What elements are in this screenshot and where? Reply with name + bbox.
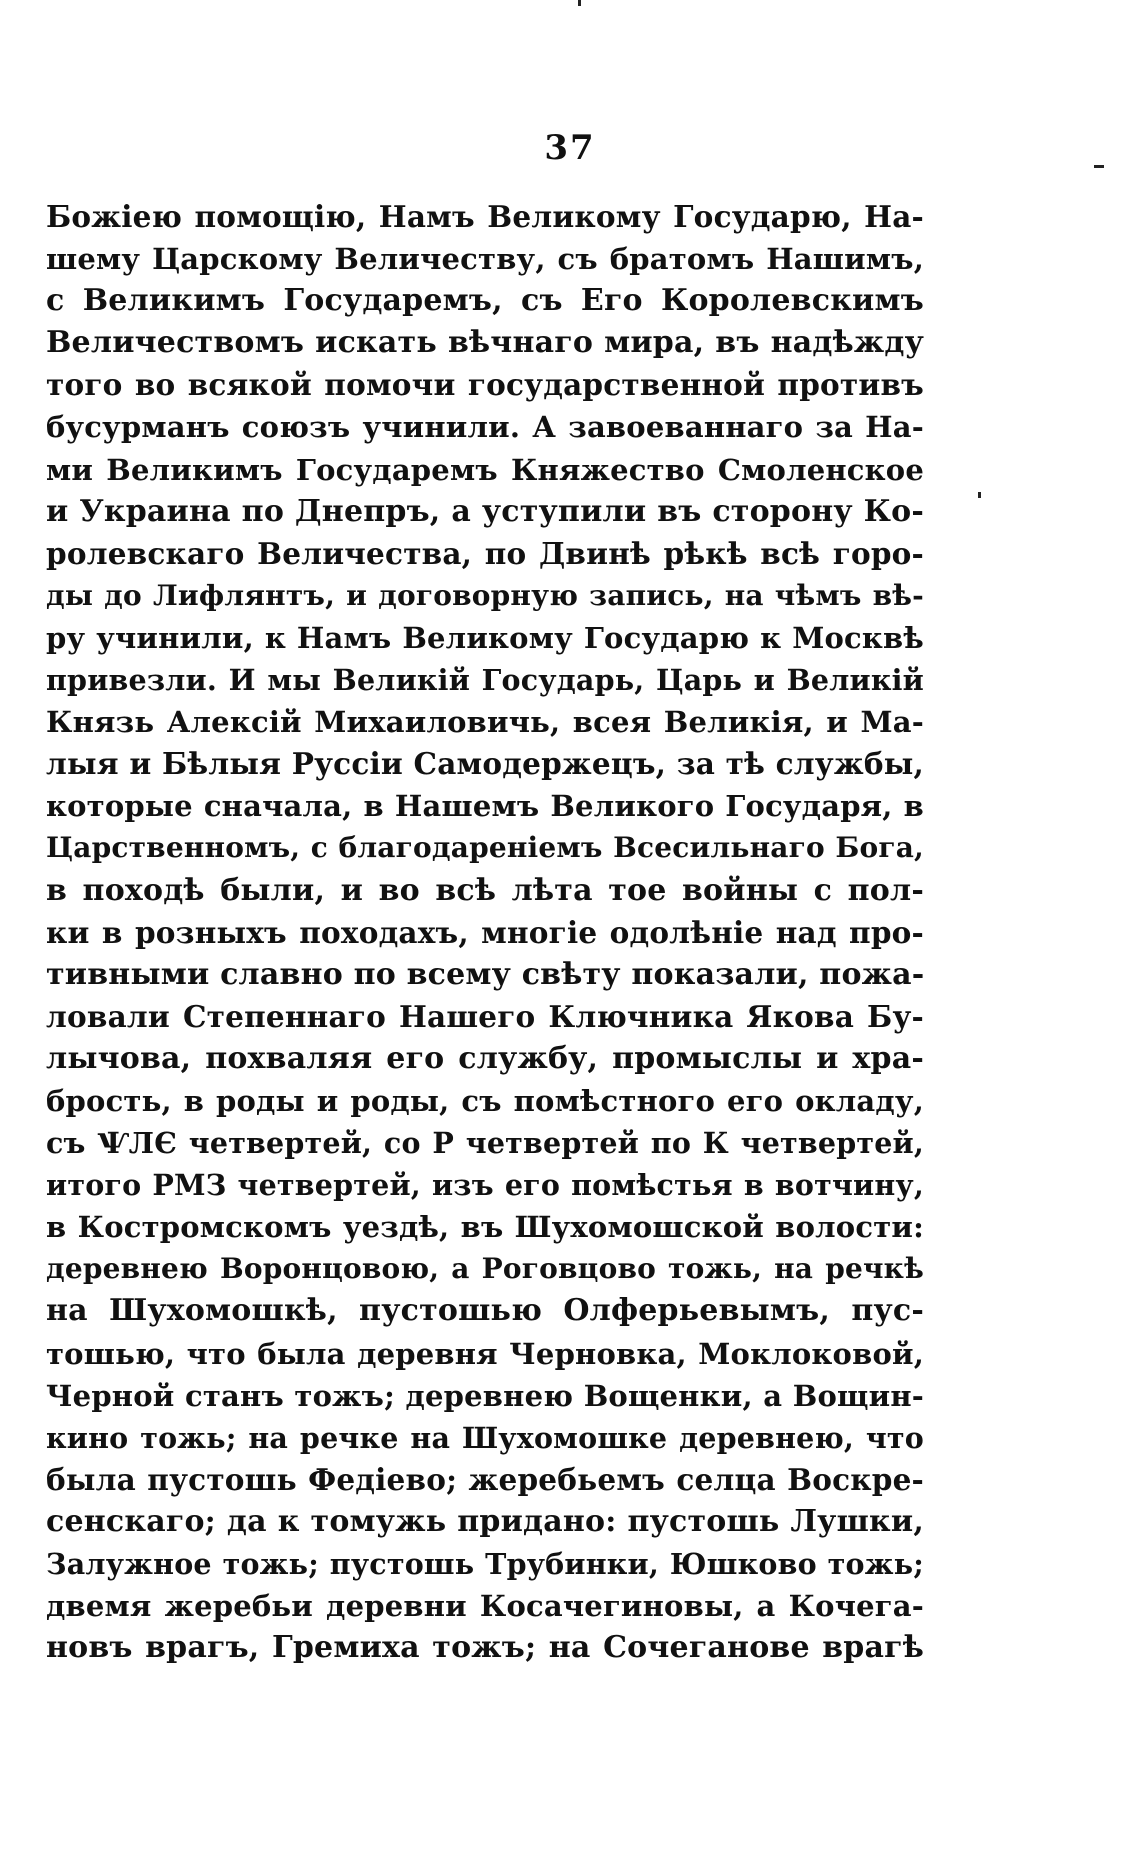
text-line: Залужное тожь; пустошь Трубинки, Юшково тожь;: [46, 1547, 924, 1581]
text-line: бусурманъ союзъ учинили. А завоеваннаго за На-: [46, 410, 924, 445]
text-line: ки в розныхъ походахъ, многіе одолѣніе над про-: [46, 914, 924, 950]
text-line: Царственномъ, с благодареніемъ Всесильнаго Бога,: [46, 831, 924, 865]
text-line: и Украина по Днепръ, а уступили въ сторону Ко-: [46, 493, 924, 529]
text-line: Божіею помощію, Намъ Великому Государю, На-: [46, 199, 924, 234]
text-line: шему Царскому Величеству, съ братомъ Нашимъ,: [46, 242, 924, 277]
text-line: лыя и Бѣлыя Руссіи Самодержецъ, за тѣ службы,: [46, 746, 924, 782]
text-line: двемя жеребьи деревни Косачегиновы, а Кочега-: [46, 1589, 924, 1624]
body-text: [46, 196, 924, 1669]
text-line: кино тожь; на речке на Шухомошке деревнею, что: [46, 1420, 924, 1455]
text-line: в Костромскомъ уездѣ, въ Шухомошской волости:: [46, 1210, 924, 1245]
text-line: тивными славно по всему свѣту показали, пожа-: [46, 956, 925, 992]
text-line: деревнею Воронцовою, а Роговцово тожь, на речкѣ: [46, 1252, 924, 1286]
text-line: привезли. И мы Великій Государь, Царь и Великій: [46, 663, 924, 698]
text-line: лычова, похваляя его службу, промыслы и хра-: [46, 1040, 924, 1076]
page-number: 37: [544, 128, 596, 168]
text-line: на Шухомошкѣ, пустошью Олферьевымъ, пус-: [46, 1293, 924, 1329]
text-line: сенскаго; да к томужь придано: пустошь Лушки,: [46, 1503, 924, 1539]
scan-speck: [578, 0, 581, 6]
text-line: съ ѰЛЄ четвертей, со Р четвертей по К четвертей,: [46, 1126, 924, 1161]
text-line: Величествомъ искать вѣчнаго мира, въ надѣжду: [46, 325, 924, 361]
text-line: с Великимъ Государемъ, съ Его Королевскимъ: [46, 283, 924, 319]
text-line: в походѣ были, и во всѣ лѣта тое войны с пол-: [46, 872, 924, 908]
text-line: ру учинили, к Намъ Великому Государю к Москвѣ: [46, 620, 924, 655]
scan-speck: [978, 492, 981, 498]
text-line: Князь Алексій Михаиловичь, всея Великія, и Ма-: [46, 705, 924, 740]
text-line: итого РМЗ четвертей, изъ его помѣстья в вотчину,: [46, 1168, 924, 1203]
text-line: ды до Лифлянтъ, и договорную запись, на чѣмъ вѣ-: [46, 578, 924, 612]
text-line: ролевскаго Величества, по Двинѣ рѣкѣ всѣ горо-: [46, 535, 924, 571]
text-line: Черной станъ тожъ; деревнею Вощенки, а Вощин-: [46, 1378, 924, 1413]
text-line: брость, в роды и роды, съ помѣстного его окладу,: [46, 1083, 924, 1118]
text-line: того во всякой помочи государственной противъ: [46, 367, 924, 403]
text-line: тошью, что была деревня Черновка, Моклоковой,: [46, 1336, 924, 1371]
text-line: которые сначала, в Нашемъ Великого Государя, в: [46, 789, 924, 824]
text-line: новъ врагъ, Гремиха тожъ; на Сочеганове врагѣ: [46, 1630, 924, 1666]
text-line: была пустошь Федіево; жеребьемъ селца Воскре-: [46, 1461, 924, 1497]
text-line: ми Великимъ Государемъ Княжество Смоленское: [46, 452, 924, 487]
text-line: ловали Степеннаго Нашего Ключника Якова Бу-: [46, 998, 924, 1034]
